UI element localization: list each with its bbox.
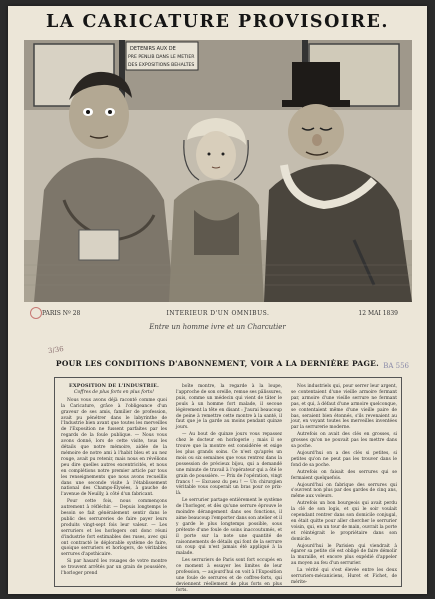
article-paragraph: Aujourd'hui on a des clés si petites, si petites qu'on ne peut pas les trouver dans le fond de sa poche. — [291, 450, 397, 468]
article-paragraph: Aujourd'hui le Parisien qui viendrait à égarer sa petite clé est obligé de faire démolir la muraille, et encore plus expédié d'appeler au moyen au feu d'un serrurier. — [291, 543, 397, 567]
article-paragraph: — Au bout de quinze jours vous repassez chez le docteur en horlogerie ; mais il se trouve que la montre est considérée et exige les plus grands soins. Ce n'est qu'après un mois ou six semaines que vous rentrez dans la possession de précieux bijou, qui a demandé une minute de travail à l'opérateur qui a ôté le grain de poussière. — Prix de l'opération, vingt francs ! — Excusez du peu ! — Un chirurgien véritable vous couperait un bras pour ce prix-là. — [176, 432, 282, 497]
masthead-title: LA CARICATURE PROVISOIRE. — [46, 12, 389, 32]
sign-line-2: PRE PENLIB DANS LE METIER — [128, 55, 195, 60]
subscription-notice: POUR LES CONDITIONS D'ABONNEMENT, VOIR A LA DERNIÈRE PAGE. — [55, 359, 380, 368]
article-paragraph: Nos industriels qui, pour serrer leur argent, se contentaient d'une vieille armoire fermant par, armoire d'une vieille serrure ne fermant pas, et qui, à défaut d'une armoire quelconque, se contentaient même d'une vieille paire de bas, seraient bien étonnés, s'ils revenaient au jour, en voyant toutes les merveilles inventées par la serrurerie moderne. — [291, 384, 397, 431]
article-paragraph: La vérité qui s'est élevée entre les deux serruriers-mécaniciens, Huret et Fichet, de mérite- — [291, 568, 397, 585]
article-column-3 — [291, 384, 397, 585]
article-heading: EXPOSITION DE L'INDUSTRIE. — [68, 383, 159, 389]
article-subheading: Coffres de plus forts en plus forts! — [74, 389, 154, 395]
lithograph-illustration — [24, 40, 412, 302]
margin-note-right: BA 556 — [383, 362, 409, 370]
article-paragraph: Les serruriers de Paris sont fort occupés en ce moment à essayer les limites de leur profession, — aujourd'hui on voit à l'Exposition une foule de serrures et de coffres-forts, qui deviennent réellement de plus forts en plus forts. — [176, 558, 282, 593]
sign-line-3: DES EXPOSITIONS BEHALTES — [128, 63, 195, 68]
article-paragraph: Aujourd'hui on fabrique des serrures qui s'ouvrent non plus par des gardes de cinq ans, même aux voleurs. — [291, 482, 397, 500]
article-column-1 — [61, 384, 167, 582]
article-paragraph: boîte montre, la regarde à la loupe, l'approche de son oreille, remue ses pâlissures, puis, comme un médecin qui vient de tâter le pouls à un homme fort malade, il secoue légèrement la tête en disant : J'aurai beaucoup de peine à remettre cette montre à la santé, il faut que je la garde au moins pendant quinze jours. — [176, 384, 282, 431]
sign-line-1: DETENIRS AUX DE — [130, 46, 176, 52]
article-column-2 — [176, 384, 282, 593]
print-sheet — [8, 6, 427, 594]
caption-issue: PARIS Nº 28 — [42, 310, 81, 317]
article-box — [54, 377, 402, 593]
caption-subtitle: Entre un homme ivre et un Charcutier — [149, 323, 286, 331]
omnibus-scene — [24, 40, 412, 302]
article-paragraph: Autrefois on avait des clés en grosses, si grosses qu'on ne pouvait pas les mettre dans sa poche. — [291, 432, 397, 450]
article-paragraph: Si par hasard les rouages de votre montre se trouvent arrêtés par un grain de poussière, l'horloger prend — [61, 559, 167, 577]
margin-note-left: 3/36 — [47, 344, 65, 356]
article-paragraph: Nous vous avons déjà raconté comme quoi la Caricature, grâce à l'obligeance d'un graveur de ses amis, familier de profession, avait pu pénétrer dans le labyrinthe de l'Industrie bien avant que toutes les merveilles de l'Exposition ne fussent parfaites par les regards de la foule publique. — Nous vous avons donné, lors de cette visite, tous les détails que notre mémoire, aidée de la mémoire de notre ami à l'habit bleu et au nez rouge, avait pu retenir, mais nous en révélions peu dire quelles autres excentricités, et nous en complétions notre premier article par tous les renseignements que nous avons recueillis dans une seconde visite à l'établissement national des Champs-Élysées, à gauche de l'avenue de Neuilly, à côté d'un fabricant. — [61, 397, 167, 498]
article-paragraph: Autrefois un bon bourgeois qui avait perdu la clé de son logis, et qui le soir voulait cependant rentrer dans son domicile conjugal, en était quitte pour aller chercher le serrurier voisin, qui, en un tour de main, ouvrait la porte et réintégrait le propriétaire dans son domicile. — [291, 501, 397, 542]
caption-title: INTERIEUR D'UN OMNIBUS. — [166, 310, 270, 317]
article-paragraph: Autrefois on faisait des serrures qui se fermaient quelquefois. — [291, 469, 397, 481]
article-paragraph: Le serrurier partage entièrement le système de l'horloger, et dès qu'une serrure éprouve le moindre dérangement dans ses fonctions, il aime beaucoup l'emporter dans son atelier et il y garde le plus longtemps possible, sous prétexte d'une foule de soins inaccoutumés, et il porte sur la note une quantité de raisonnements de détails qui font de la serrure un coup qui n'est jamais été appliqué à la malade. — [176, 498, 282, 557]
article-paragraph: Pour cette fois, nous commençons autrement à réfléchir. — Depuis longtemps le besoin se fait généralement sentir dans le public des serrureries de faire payer leurs produits vingt-sept fois leur valeur. — Les serruriers et les horlogers ont donc réuni d'industrie fort estimables des ruses, avec qui ont contracté le déplorable système de faire, quoique serruriers et horlogers, de véritables serrures d'apothicaire. — [61, 499, 167, 558]
caption-date: 12 MAI 1839 — [358, 310, 398, 317]
